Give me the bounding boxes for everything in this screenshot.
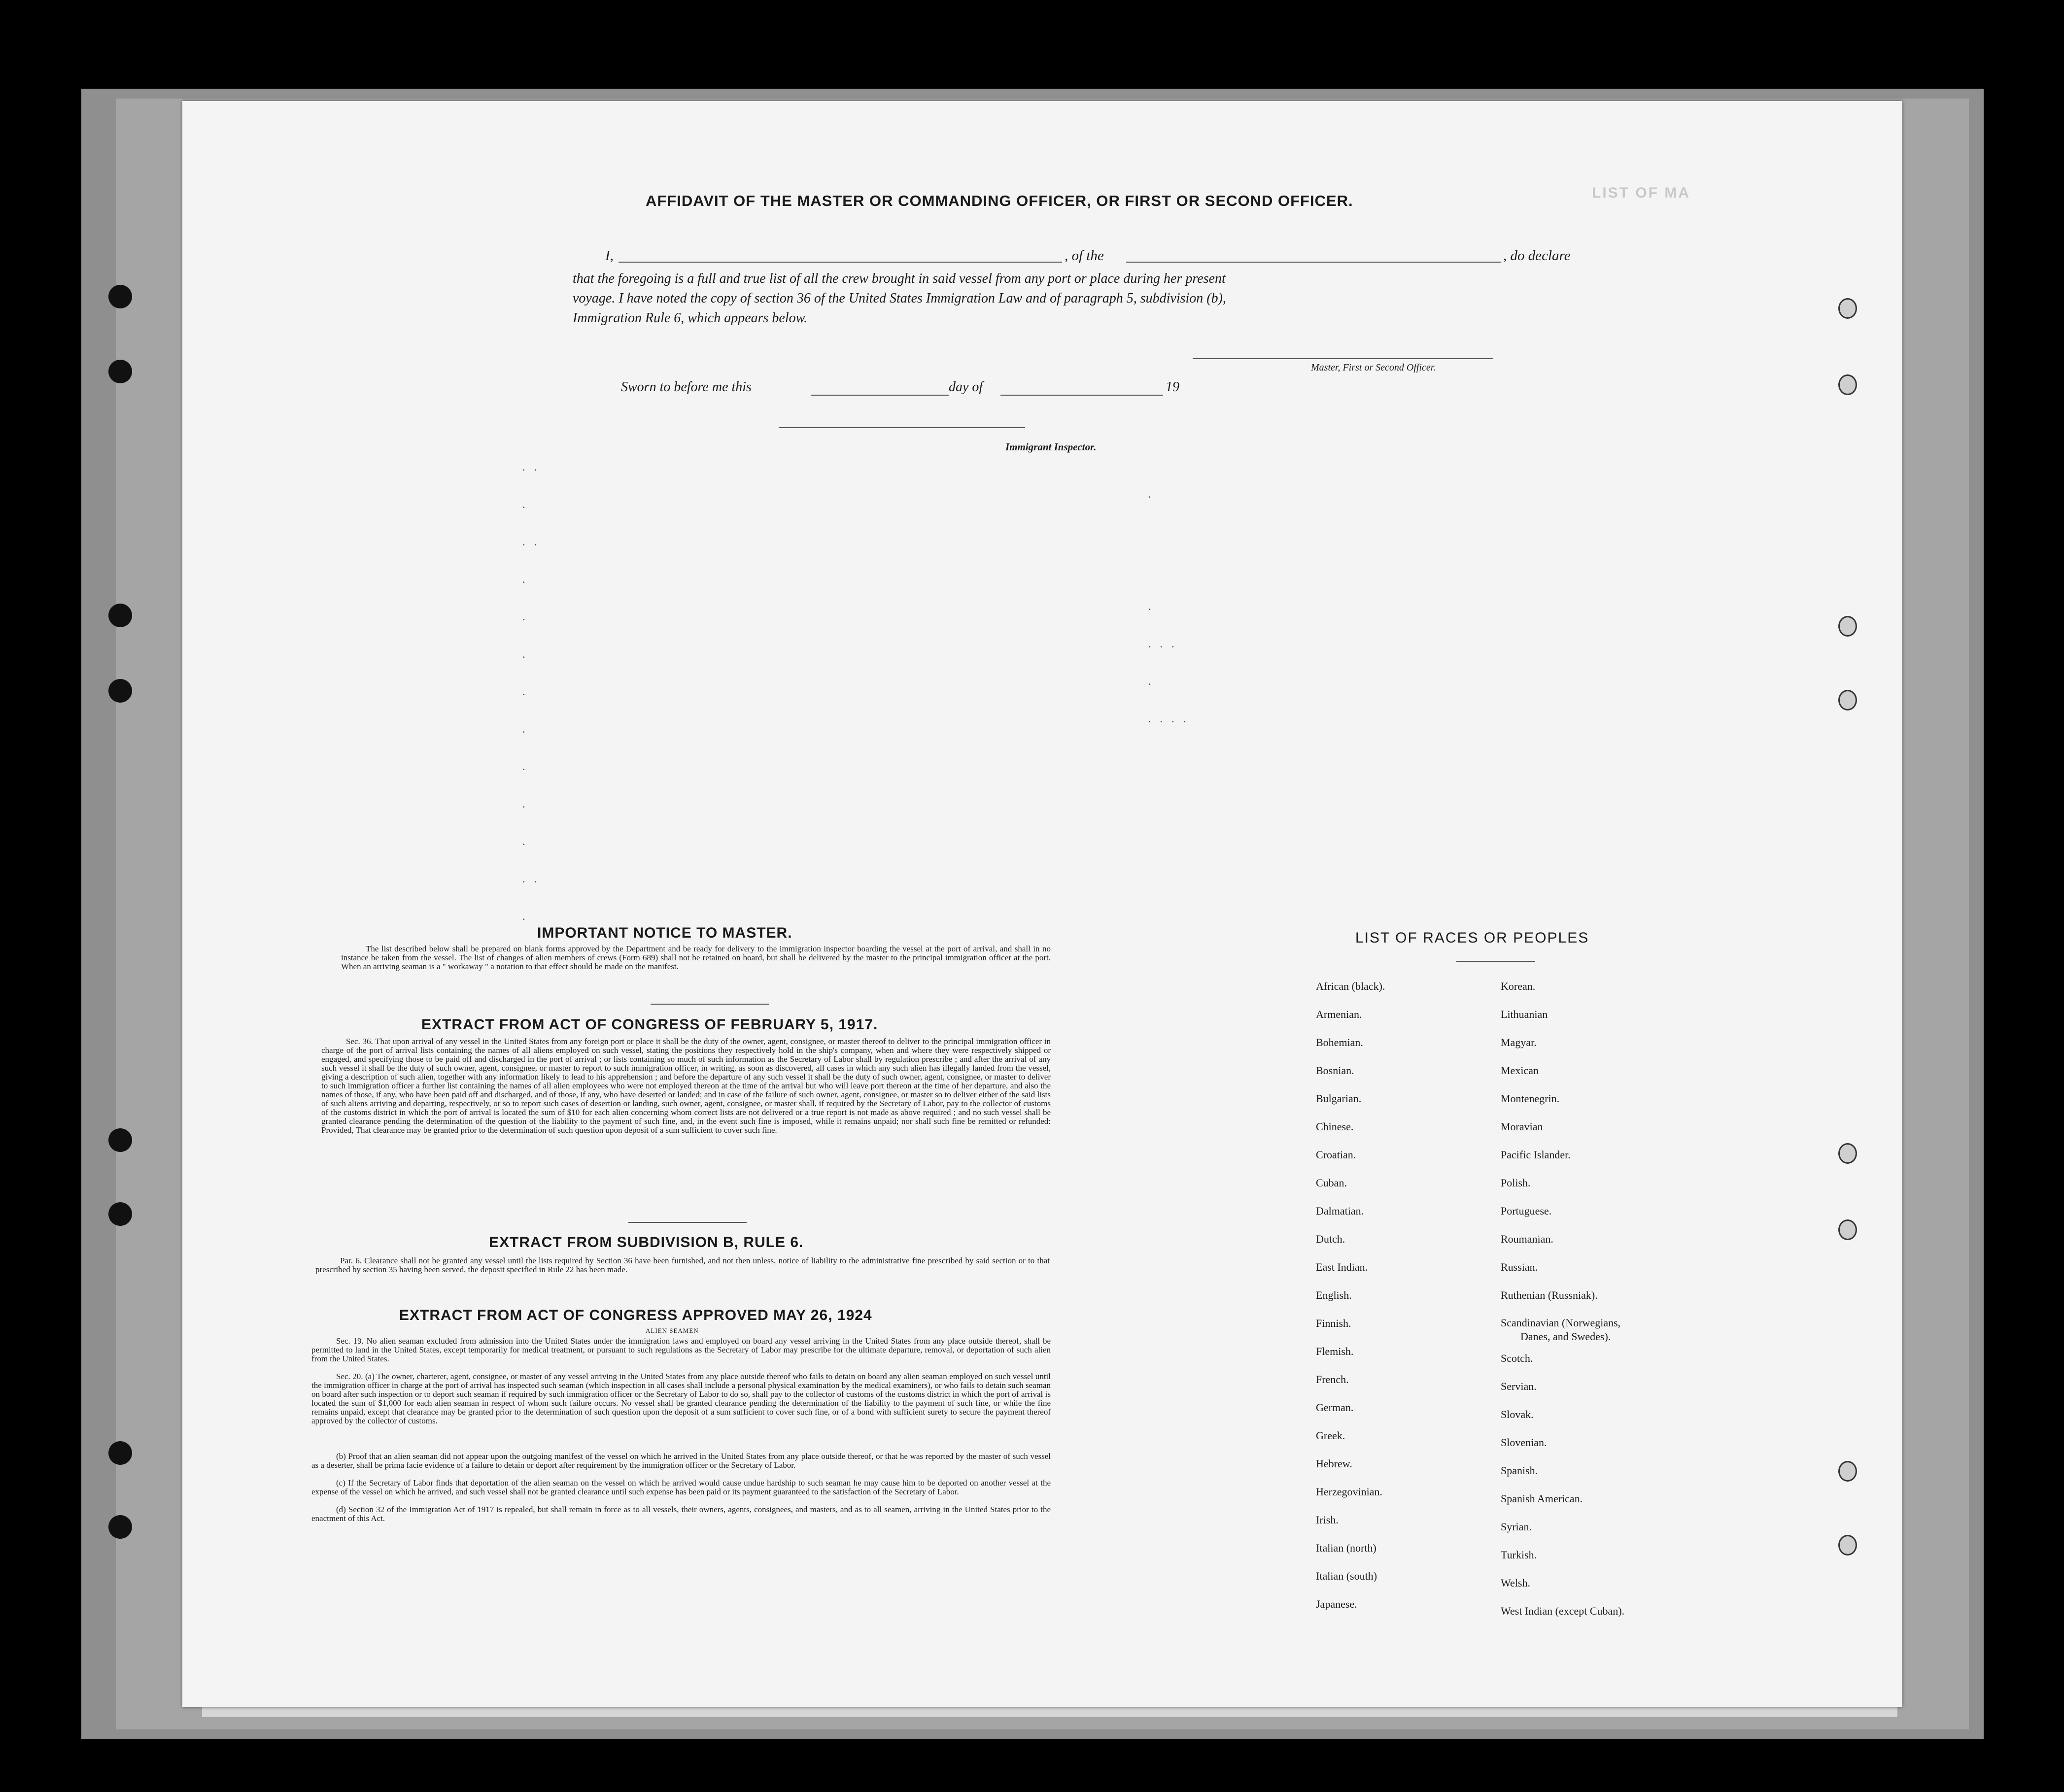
race-item: Scotch. xyxy=(1501,1352,1533,1364)
extract-rule6-body: Par. 6. Clearance shall not be granted any vessel until the lists required by Section 36 have been furnished, and not then unless, notice of liability to the administrative fine prescribed by said section or to that prescribed by section 35 having been served, the deposit specified in Rule 22 has been made. xyxy=(315,1256,1050,1274)
race-item: Cuban. xyxy=(1316,1177,1347,1189)
name-blank xyxy=(619,262,1062,263)
race-item: Slovak. xyxy=(1501,1408,1534,1420)
race-item: African (black). xyxy=(1316,980,1385,992)
affidavit-body-line2: voyage. I have noted the copy of section 36 of the United States Immigration Law and of paragraph 5, subdivision (b), xyxy=(573,291,1226,306)
race-item: Spanish. xyxy=(1501,1464,1538,1477)
race-item: Slovenian. xyxy=(1501,1436,1547,1449)
race-item: Servian. xyxy=(1501,1380,1537,1392)
binder-hole xyxy=(108,1441,132,1465)
race-item: Bulgarian. xyxy=(1316,1092,1362,1105)
race-item: Roumanian. xyxy=(1501,1233,1553,1245)
race-item: East Indian. xyxy=(1316,1261,1368,1273)
affidavit-i-label: I, xyxy=(605,248,614,264)
bleed-through-text: LIST OF MA xyxy=(1592,185,1690,201)
race-item: Mexican xyxy=(1501,1064,1539,1077)
inspector-caption: Immigrant Inspector. xyxy=(1005,441,1097,453)
year-label: 19 xyxy=(1166,379,1179,395)
page-punch-hole xyxy=(1838,298,1857,319)
extract-rule6-title: EXTRACT FROM SUBDIVISION B, RULE 6. xyxy=(489,1234,804,1251)
race-item: Scandinavian (Norwegians, xyxy=(1501,1317,1621,1329)
race-item: Turkish. xyxy=(1501,1549,1537,1561)
race-item: Dalmatian. xyxy=(1316,1205,1364,1217)
affidavit-body-line3: Immigration Rule 6, which appears below. xyxy=(573,310,808,326)
document-page xyxy=(182,101,1902,1707)
race-item: Spanish American. xyxy=(1501,1492,1583,1505)
page-punch-hole xyxy=(1838,1535,1857,1555)
extract-1924-sec20a: Sec. 20. (a) The owner, charterer, agent, consignee, or master of any vessel arriving in the United States from any place outside thereof who fails to detain on board any alien seaman employed on such vessel until the immigration officer in charge at the port of arrival has inspected such seaman (which inspection in all cases shall include a personal physical examination by the medical examiners), or who fails to detain such seaman on board after such inspection or to deport such seaman if required by such immigration officer or the Secretary of Labor to do so, shall pay to the collector of customs of the customs district in which the port of arrival is located the sum of $1,000 for each alien seaman in respect of whom such failure occurs. No vessel shall be granted clearance pending the determination of the liability to the payment of such fine, or while the fine remains unpaid, except that clearance may be granted prior to the determination of such question upon the deposit of a sum sufficient to cover such fine, or of a bond with sufficient surety to secure the payment thereof approved by the collector of customs. xyxy=(311,1372,1051,1425)
affidavit-body-line1: that the foregoing is a full and true list of all the crew brought in said vessel from any port or place during her present xyxy=(573,271,1226,286)
race-item: Syrian. xyxy=(1501,1521,1532,1533)
race-item: Welsh. xyxy=(1501,1577,1530,1589)
race-item: Croatian. xyxy=(1316,1149,1356,1161)
binder-hole xyxy=(108,679,132,703)
section-divider xyxy=(651,1004,769,1005)
binder-hole xyxy=(108,1515,132,1539)
race-item: Flemish. xyxy=(1316,1345,1354,1357)
races-title-rule xyxy=(1456,961,1535,962)
race-item: Dutch. xyxy=(1316,1233,1345,1245)
page-punch-hole xyxy=(1838,374,1857,395)
binder-hole xyxy=(108,604,132,627)
races-column-1 xyxy=(1316,972,1385,1618)
page-punch-hole xyxy=(1838,1143,1857,1164)
race-item: Italian (north) xyxy=(1316,1542,1376,1554)
day-of-label: day of xyxy=(949,379,983,395)
race-item: English. xyxy=(1316,1289,1352,1301)
race-item: Japanese. xyxy=(1316,1598,1357,1610)
race-item: Irish. xyxy=(1316,1514,1339,1526)
sworn-label: Sworn to before me this xyxy=(621,379,752,395)
affidavit-do-declare-label: , do declare xyxy=(1503,248,1571,264)
race-item: Montenegrin. xyxy=(1501,1092,1560,1105)
race-item: Moravian xyxy=(1501,1120,1543,1133)
race-item: Bohemian. xyxy=(1316,1036,1363,1048)
race-item: Hebrew. xyxy=(1316,1457,1352,1470)
inspector-signature-line xyxy=(779,427,1025,428)
binder-hole xyxy=(108,285,132,308)
race-item: Portuguese. xyxy=(1501,1205,1552,1217)
notice-title: IMPORTANT NOTICE TO MASTER. xyxy=(537,925,792,941)
race-item: Lithuanian xyxy=(1501,1008,1548,1020)
binder-hole xyxy=(108,1202,132,1226)
affidavit-title: AFFIDAVIT OF THE MASTER OR COMMANDING OFFICER, OR FIRST OR SECOND OFFICER. xyxy=(646,192,1353,209)
race-item: Herzegovinian. xyxy=(1316,1486,1382,1498)
notice-body: The list described below shall be prepared on blank forms approved by the Department and be ready for delivery to the immigration inspector boarding the vessel at the port of arrival, and shall in no instance be taken from the vessel. The list of changes of alien members of crews (Form 689) shall not be retained on board, but shall be delivered by the master to the principal immigration officer at the port. When an arriving seaman is a " workaway " a notation to that effect should be made on the manifest. xyxy=(341,944,1051,971)
race-item: French. xyxy=(1316,1373,1349,1386)
affidavit-of-the-label: , of the xyxy=(1065,248,1104,264)
page-punch-hole xyxy=(1838,616,1857,637)
race-item: Italian (south) xyxy=(1316,1570,1377,1582)
race-item: Chinese. xyxy=(1316,1120,1354,1133)
officer-caption: Master, First or Second Officer. xyxy=(1311,362,1436,373)
extract-1924-subtitle: ALIEN SEAMEN xyxy=(646,1327,699,1334)
extract-1924-sec20d: (d) Section 32 of the Immigration Act of 1917 is repealed, but shall remain in force as to all vessels, their owners, agents, consignees, and masters, and as to all seamen, arriving in the United States prior to the enactment of this Act. xyxy=(311,1505,1051,1523)
race-item: Bosnian. xyxy=(1316,1064,1354,1077)
page-punch-hole xyxy=(1838,1219,1857,1240)
section-divider xyxy=(628,1222,747,1223)
race-item: Pacific Islander. xyxy=(1501,1149,1571,1161)
sworn-month-blank xyxy=(1000,395,1163,396)
races-column-2 xyxy=(1501,972,1624,1625)
race-item: Magyar. xyxy=(1501,1036,1537,1048)
extract-1924-title: EXTRACT FROM ACT OF CONGRESS APPROVED MAY 26, 1924 xyxy=(399,1307,872,1323)
extract-1924-sec20c: (c) If the Secretary of Labor finds that deportation of the alien seaman on the vessel on which he arrived would cause undue hardship to such seaman he may cause him to be deported on another vessel at the expense of the vessel on which he arrived, and such vessel shall not be granted clearance until such expense has been paid or its payment guaranteed to the satisfaction of the Secretary of Labor. xyxy=(311,1478,1051,1496)
binder-hole xyxy=(108,360,132,383)
race-item-continuation: Danes, and Swedes). xyxy=(1520,1330,1611,1343)
officer-signature-line xyxy=(1193,358,1493,359)
race-item: Russian. xyxy=(1501,1261,1538,1273)
race-item: Korean. xyxy=(1501,980,1536,992)
sworn-day-blank xyxy=(811,395,949,396)
vessel-blank xyxy=(1126,262,1501,263)
race-item: West Indian (except Cuban). xyxy=(1501,1605,1625,1617)
extract-1924-sec20b: (b) Proof that an alien seaman did not appear upon the outgoing manifest of the vessel on which he arrived in the United States from any place outside thereof, or that he was reported by the master of such vessel as a deserter, shall be prima facie evidence of a failure to detain or deport after requirement by the immigration officer or the Secretary of Labor. xyxy=(311,1452,1051,1470)
race-item: Greek. xyxy=(1316,1429,1345,1442)
bleed-through-marks: .. . .. . . . . . . . . .. . xyxy=(522,461,546,922)
race-item: Finnish. xyxy=(1316,1317,1351,1329)
extract-1924-sec19: Sec. 19. No alien seaman excluded from admission into the United States under the immigration laws and employed on board any vessel arriving in the United States from any place outside thereof, shall be permitted to land in the United States, except temporarily for medical treatment, or pursuant to such regulations as the Secretary of Labor may prescribe for the ultimate departure, removal, or deportation of such alien from the United States. xyxy=(311,1336,1051,1363)
races-title: LIST OF RACES OR PEOPLES xyxy=(1355,930,1589,946)
race-item: German. xyxy=(1316,1401,1354,1414)
race-item: Polish. xyxy=(1501,1177,1531,1189)
bleed-through-marks: . . ... . .... xyxy=(1148,488,1195,725)
page-punch-hole xyxy=(1838,1461,1857,1482)
binder-hole xyxy=(108,1128,132,1152)
race-item: Ruthenian (Russniak). xyxy=(1501,1289,1598,1301)
page-punch-hole xyxy=(1838,690,1857,710)
extract-1917-body: Sec. 36. That upon arrival of any vessel in the United States from any foreign port or place it shall be the duty of the owner, agent, consignee, or master thereof to deliver to the principal immigration officer in charge of the port of arrival lists containing the names of all aliens employed on such vessel, stating the positions they respectively hold in the ship's company, when and where they were respectively shipped or engaged, and specifying those to be paid off and discharged in the port of arrival ; or lists containing so much of such information as the Secretary of Labor shall by regulation prescribe ; and after the arrival of any such vessel it shall be the duty of such owner, agent, consignee, or master to report to such immigration officer, in writing, as soon as discovered, all cases in which any such alien has illegally landed from the vessel, giving a description of such alien, together with any information likely to lead to his apprehension ; and before the departure of any such vessel it shall be the duty of such owner, agent, consignee, or master to deliver to such immigration officer a further list containing the names of all alien employees who were not employed thereon at the time of the arrival but who will leave port thereon at the time of her departure, and also the names of those, if any, who have been paid off and discharged, and of those, if any, who have deserted or landed; and in case of the failure of such owner, agent, consignee, or master so to deliver either of the said lists of such aliens arriving and departing, respectively, or so to report such cases of desertion or landing, such owner, agent, consignee, or master shall, if required by the Secretary of Labor, pay to the collector of customs of the customs district in which the port of arrival is located the sum of $10 for each alien concerning whom correct lists are not delivered or a true report is not made as above required ; and no such vessel shall be granted clearance pending the determination of the question of the liability to the payment of such fine, and, in the event such fine is imposed, while it remains unpaid; nor shall such fine be remitted or refunded: Provided, That clearance may be granted prior to the determination of such question upon deposit of a sum sufficient to cover such fine. xyxy=(321,1037,1051,1135)
extract-1917-title: EXTRACT FROM ACT OF CONGRESS OF FEBRUARY 5, 1917. xyxy=(421,1016,878,1033)
race-item: Armenian. xyxy=(1316,1008,1362,1020)
